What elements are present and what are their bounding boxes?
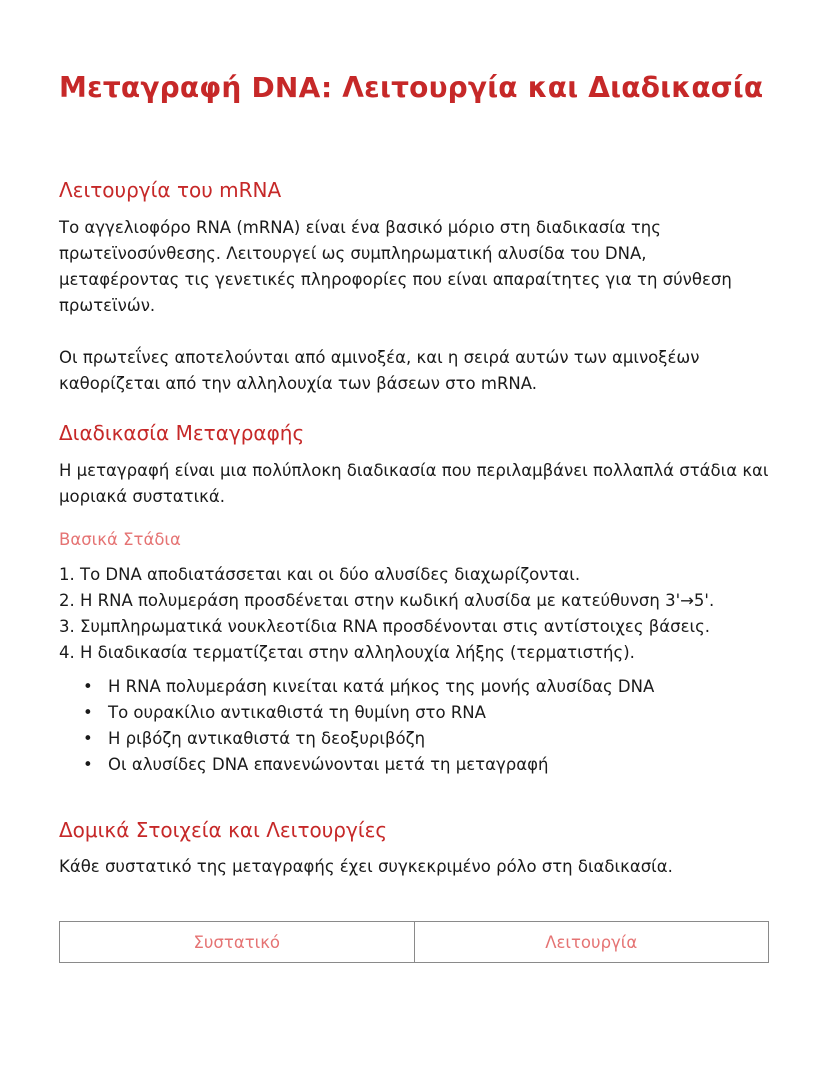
bullet-item <box>83 752 769 778</box>
section-heading-components: Δομικά Στοιχεία και Λειτουργίες <box>59 818 388 842</box>
bullet-text: Το ουρακίλιο αντικαθιστά τη θυμίνη στο RNA <box>108 703 486 722</box>
table-header-row <box>60 922 769 963</box>
section-mrna-function <box>59 176 769 397</box>
subheading-basic-stages: Βασικά Στάδια <box>59 530 181 549</box>
section-heading-process: Διαδικασία Μεταγραφής <box>59 421 305 445</box>
bullet-item <box>83 700 769 726</box>
bullet-list <box>59 674 769 778</box>
step-item: 4. Η διαδικασία τερματίζεται στην αλληλουχία λήξης (τερματιστής). <box>59 643 635 662</box>
paragraph-mrna-intro: Το αγγελιοφόρο RNA (mRNA) είναι ένα βασικό μόριο στη διαδικασία της πρωτεϊνοσύνθεσης. Λειτουργεί ως συμπληρωματική αλυσίδα του DNA, μεταφέροντας τις γενετικές πληροφορίες που είναι απαραίτητες για τη σύνθεση πρωτεϊνών. <box>59 218 732 315</box>
section-transcription-process <box>59 419 769 778</box>
section-structural-components <box>59 816 769 963</box>
paragraph-components-intro: Κάθε συστατικό της μεταγραφής έχει συγκεκριμένο ρόλο στη διαδικασία. <box>59 857 673 876</box>
table-header-component: Συστατικό <box>60 922 415 963</box>
table-header-function: Λειτουργία <box>414 922 769 963</box>
page-title: Μεταγραφή DNA: Λειτουργία και Διαδικασία <box>59 71 764 104</box>
bullet-dot-icon: • <box>83 677 93 696</box>
paragraph-process-intro: Η μεταγραφή είναι μια πολύπλοκη διαδικασία που περιλαμβάνει πολλαπλά στάδια και μοριακά συστατικά. <box>59 461 769 506</box>
steps-list <box>59 562 769 666</box>
components-table <box>59 921 769 963</box>
bullet-text: Η ριβόζη αντικαθιστά τη δεοξυριβόζη <box>108 729 426 748</box>
section-heading-mrna: Λειτουργία του mRNA <box>59 178 282 202</box>
bullet-text: Η RNA πολυμεράση κινείται κατά μήκος της μονής αλυσίδας DNA <box>108 677 655 696</box>
bullet-text: Οι αλυσίδες DNA επανενώνονται μετά τη μεταγραφή <box>108 755 549 774</box>
bullet-dot-icon: • <box>83 703 93 722</box>
bullet-dot-icon: • <box>83 755 93 774</box>
step-item: 3. Συμπληρωματικά νουκλεοτίδια RNA προσδένονται στις αντίστοιχες βάσεις. <box>59 617 711 636</box>
paragraph-amino-acids: Οι πρωτεΐνες αποτελούνται από αμινοξέα, και η σειρά αυτών των αμινοξέων καθορίζεται από την αλληλουχία των βάσεων στο mRNA. <box>59 348 700 393</box>
bullet-item <box>83 674 769 700</box>
step-item: 2. Η RNA πολυμεράση προσδένεται στην κωδική αλυσίδα με κατεύθυνση 3'→5'. <box>59 591 715 610</box>
step-item: 1. Το DNA αποδιατάσσεται και οι δύο αλυσίδες διαχωρίζονται. <box>59 565 581 584</box>
bullet-item <box>83 726 769 752</box>
bullet-dot-icon: • <box>83 729 93 748</box>
